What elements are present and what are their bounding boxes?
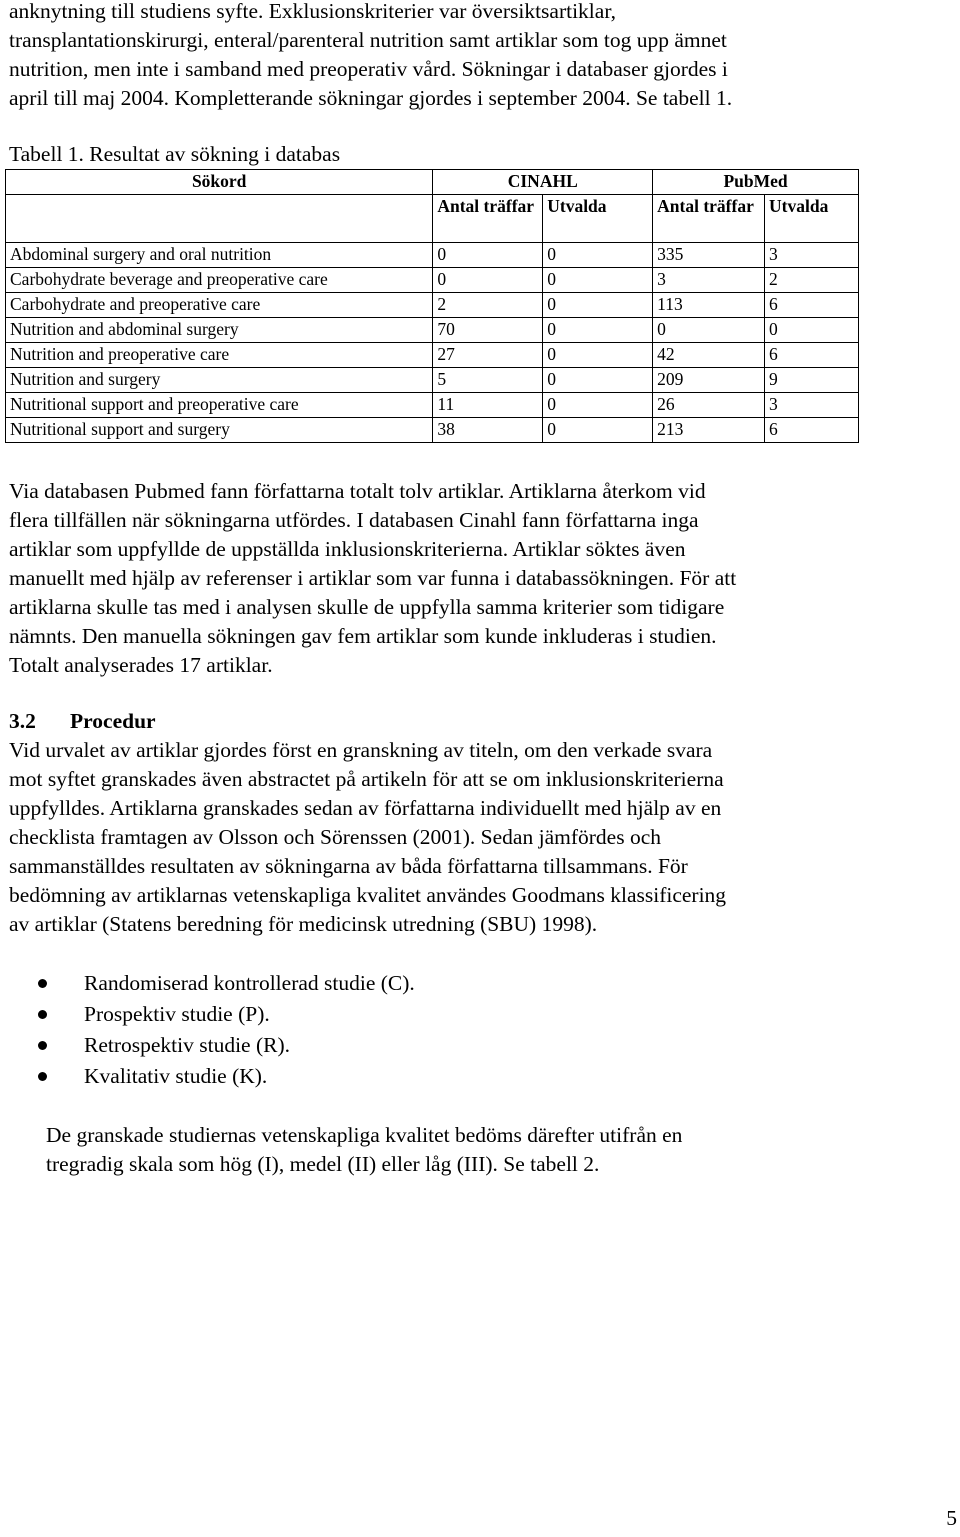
cell-pubmed-antal: 0: [653, 318, 765, 343]
table-row: [6, 393, 859, 418]
cell-term: Nutrition and preoperative care: [6, 343, 433, 368]
intro-paragraph: anknytning till studiens syfte. Exklusionskriterier var översiktsartiklar, transplantationskirurgi, enteral/parenteral nutrition samt artiklar som tog upp ämnet nutrition, men inte i samband med preoperativ vård. Sökningar i databaser gjordes i april till maj 2004. Kompletterande sökningar gjordes i september 2004. Se tabell 1.: [9, 0, 733, 110]
classification-list: [38, 968, 415, 1092]
results-paragraph: Via databasen Pubmed fann författarna totalt tolv artiklar. Artiklarna återkom vid flera tillfällen när sökningarna utfördes. I databasen Cinahl fann författarna inga artiklar som uppfyllde de uppställda inklusionskriterierna. Artiklar söktes även manuellt med hjälp av referenser i artiklar som var funna i databassökningen. För att artiklarna skulle tas med i analysen skulle de uppfylla samma kriterier som tidigare nämnts. Den manuella sökningen gav fem artiklar som kunde inkluderas i studien. Totalt analyserades 17 artiklar.: [9, 479, 737, 677]
cell-cinahl-antal: 11: [433, 393, 543, 418]
search-results-table: [5, 169, 859, 443]
table-subheader-row: [6, 195, 859, 243]
procedure-paragraph: Vid urvalet av artiklar gjordes först en granskning av titeln, om den verkade svara mot syftet granskades även abstractet på artikeln för att se om inklusionskriterierna uppfylldes. Artiklarna granskades sedan av författarna individuellt med hjälp av en checklista framtagen av Olsson och Sörenssen (2001). Sedan jämfördes och sammanställdes resultaten av sökningarna av båda författarna tillsammans. För bedömning av artiklarnas vetenskapliga kvalitet användes Goodmans klassificering av artiklar (Statens beredning för medicinsk utredning (SBU) 1998).: [9, 738, 727, 936]
table-row: [6, 268, 859, 293]
list-item: [38, 968, 415, 999]
cell-term: Nutritional support and surgery: [6, 418, 433, 443]
section-heading: [9, 707, 156, 736]
cell-pubmed-utvalda: 3: [765, 243, 859, 268]
cell-cinahl-antal: 0: [433, 268, 543, 293]
header-pubmed: PubMed: [653, 170, 859, 195]
list-item: [38, 1030, 415, 1061]
cell-cinahl-antal: 27: [433, 343, 543, 368]
cell-pubmed-antal: 3: [653, 268, 765, 293]
cell-cinahl-utvalda: 0: [543, 293, 653, 318]
cell-pubmed-antal: 42: [653, 343, 765, 368]
cell-cinahl-utvalda: 0: [543, 243, 653, 268]
subheader-cinahl-utvalda: Utvalda: [543, 195, 653, 243]
cell-pubmed-utvalda: 2: [765, 268, 859, 293]
table-row: [6, 343, 859, 368]
cell-pubmed-utvalda: 6: [765, 293, 859, 318]
cell-cinahl-antal: 38: [433, 418, 543, 443]
quality-paragraph: De granskade studiernas vetenskapliga kvalitet bedöms därefter utifrån en tregradig skala som hög (I), medel (II) eller låg (III). Se tabell 2.: [46, 1123, 683, 1176]
cell-term: Carbohydrate beverage and preoperative care: [6, 268, 433, 293]
cell-pubmed-utvalda: 9: [765, 368, 859, 393]
table-row: [6, 243, 859, 268]
cell-pubmed-antal: 335: [653, 243, 765, 268]
cell-pubmed-antal: 213: [653, 418, 765, 443]
cell-pubmed-utvalda: 6: [765, 418, 859, 443]
subheader-cinahl-antal: Antal träffar: [433, 195, 543, 243]
cell-pubmed-antal: 26: [653, 393, 765, 418]
header-sokord: Sökord: [6, 170, 433, 195]
bullet-icon: [38, 1041, 47, 1050]
cell-pubmed-utvalda: 0: [765, 318, 859, 343]
cell-cinahl-antal: 0: [433, 243, 543, 268]
subheader-empty: [6, 195, 433, 243]
cell-cinahl-utvalda: 0: [543, 418, 653, 443]
list-item-text: Retrospektiv studie (R).: [84, 1033, 291, 1057]
bullet-icon: [38, 1010, 47, 1019]
table-row: [6, 368, 859, 393]
cell-term: Nutrition and surgery: [6, 368, 433, 393]
cell-pubmed-utvalda: 6: [765, 343, 859, 368]
cell-cinahl-antal: 70: [433, 318, 543, 343]
bullet-icon: [38, 979, 47, 988]
cell-cinahl-utvalda: 0: [543, 393, 653, 418]
cell-pubmed-antal: 209: [653, 368, 765, 393]
table-header-row: [6, 170, 859, 195]
list-item-text: Prospektiv studie (P).: [84, 1002, 270, 1026]
cell-pubmed-antal: 113: [653, 293, 765, 318]
cell-cinahl-utvalda: 0: [543, 318, 653, 343]
cell-term: Nutrition and abdominal surgery: [6, 318, 433, 343]
header-cinahl: CINAHL: [433, 170, 653, 195]
cell-term: Abdominal surgery and oral nutrition: [6, 243, 433, 268]
page-number: 5: [946, 1506, 957, 1530]
list-item-text: Kvalitativ studie (K).: [84, 1064, 268, 1088]
table-row: [6, 318, 859, 343]
list-item: [38, 999, 415, 1030]
cell-term: Nutritional support and preoperative care: [6, 393, 433, 418]
cell-cinahl-utvalda: 0: [543, 343, 653, 368]
bullet-icon: [38, 1072, 47, 1081]
cell-cinahl-utvalda: 0: [543, 368, 653, 393]
subheader-pubmed-utvalda: Utvalda: [765, 195, 859, 243]
cell-pubmed-utvalda: 3: [765, 393, 859, 418]
subheader-pubmed-antal: Antal träffar: [653, 195, 765, 243]
cell-cinahl-antal: 2: [433, 293, 543, 318]
list-item-text: Randomiserad kontrollerad studie (C).: [84, 971, 415, 995]
section-title: Procedur: [70, 709, 156, 733]
cell-term: Carbohydrate and preoperative care: [6, 293, 433, 318]
list-item: [38, 1061, 415, 1092]
cell-cinahl-antal: 5: [433, 368, 543, 393]
cell-cinahl-utvalda: 0: [543, 268, 653, 293]
table-row: [6, 293, 859, 318]
table-row: [6, 418, 859, 443]
table-caption: Tabell 1. Resultat av sökning i databas: [9, 142, 341, 166]
section-number: 3.2: [9, 709, 36, 733]
